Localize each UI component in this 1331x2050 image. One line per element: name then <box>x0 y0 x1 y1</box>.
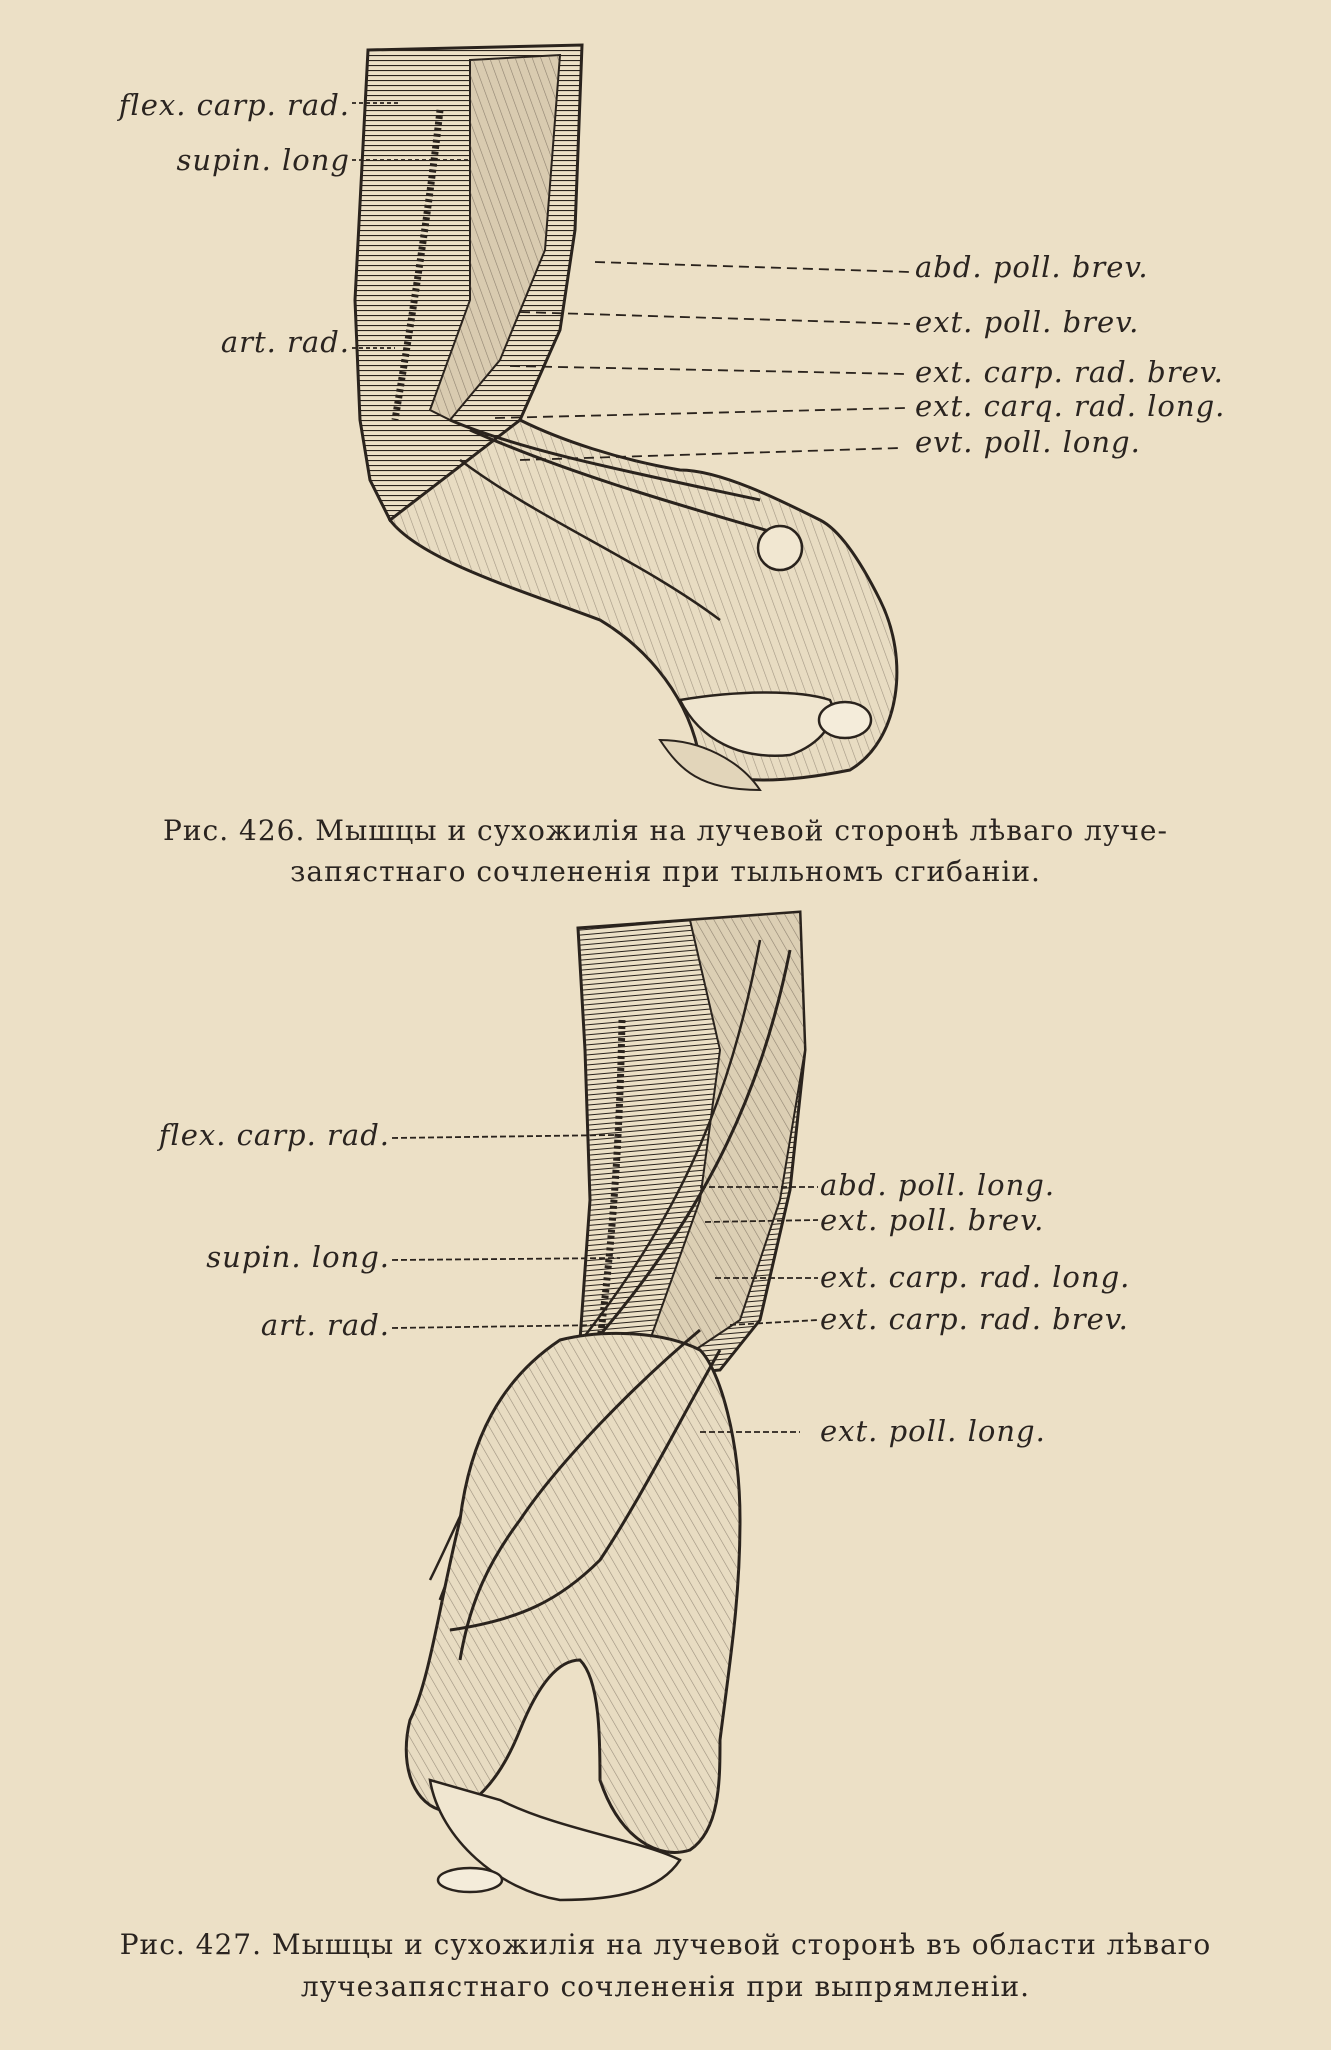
caption-427-line-1: Рис. 427. Мышцы и сухожилія на лучевой сторонѣ въ области лѣваго <box>119 1928 1212 1961</box>
label-427-art-rad: art. rad. <box>260 1308 390 1342</box>
label-426-flex-carp-rad: flex. carp. rad. <box>118 88 350 122</box>
label-427-ext-carp-rad-brev: ext. carp. rad. brev. <box>820 1302 1129 1336</box>
label-427-ext-poll-brev: ext. poll. brev. <box>820 1203 1045 1237</box>
caption-427-line-2: лучезапястнаго сочлененія при выпрямленіи. <box>300 1970 1031 2003</box>
label-427-abd-poll-long: abd. poll. long. <box>820 1168 1056 1202</box>
figure-426 <box>0 0 1331 900</box>
label-426-ext-carp-rad-brev: ext. carp. rad. brev. <box>915 355 1224 389</box>
figure-427 <box>0 900 1331 2050</box>
caption-426-line-2: запястнаго сочлененія при тыльномъ сгибаніи. <box>290 855 1041 888</box>
label-426-evt-poll-long: evt. poll. long. <box>915 425 1141 459</box>
label-427-supin-long: supin. long. <box>206 1240 390 1274</box>
label-426-supin-long: supin. long <box>176 143 350 177</box>
label-427-ext-carp-rad-long: ext. carp. rad. long. <box>820 1260 1131 1294</box>
caption-426-line-1: Рис. 426. Мышцы и сухожилія на лучевой сторонѣ лѣваго луче- <box>163 814 1168 847</box>
label-427-flex-carp-rad: flex. carp. rad. <box>158 1118 390 1152</box>
label-427-ext-poll-long: ext. poll. long. <box>820 1414 1046 1448</box>
figure-427-illustration <box>0 900 1331 2050</box>
label-426-ext-poll-brev: ext. poll. brev. <box>915 305 1140 339</box>
label-426-abd-poll-brev: abd. poll. brev. <box>915 250 1149 284</box>
label-426-art-rad: art. rad. <box>220 325 350 359</box>
label-426-ext-carq-rad-long: ext. carq. rad. long. <box>915 389 1226 423</box>
